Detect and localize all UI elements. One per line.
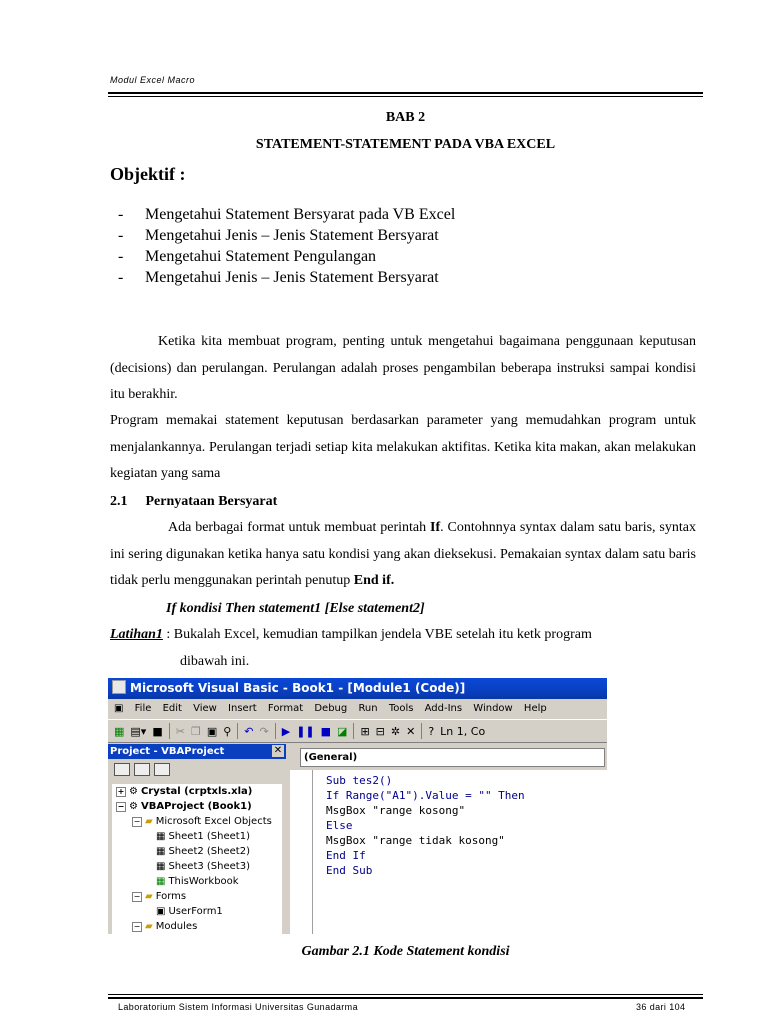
folder-icon: ▰	[145, 921, 153, 932]
code-line: End Sub	[326, 864, 373, 877]
project-explorer-tools	[108, 759, 286, 779]
insert-module-icon[interactable]: ▤▾	[130, 724, 147, 738]
collapse-icon[interactable]: −	[133, 891, 141, 901]
code-line: Else	[326, 819, 353, 832]
project-explorer-icon[interactable]: ⊞	[360, 724, 370, 738]
tree-node[interactable]: ▦ ThisWorkbook	[156, 876, 239, 887]
intro-paragraph-2: Program memakai statement keputusan berdasarkan parameter yang memudahkan program untuk menjalankannya. Perulangan terjadi setiap kita melakukan aktifitas. Ketika kita makan, akan melakukan kegiatan yang sama	[110, 413, 696, 481]
object-combo[interactable]: (General)	[300, 748, 605, 767]
syntax-line: If kondisi Then statement1 [Else statement2]	[166, 601, 425, 616]
code-line: Sub tes2()	[326, 774, 393, 787]
tree-node[interactable]: − ▰ Modules	[133, 921, 198, 932]
reset-icon[interactable]: ■	[320, 724, 332, 738]
header-rule	[108, 92, 703, 94]
toolbar-separator	[275, 723, 276, 739]
tree-node[interactable]: ▣ UserForm1	[156, 906, 223, 917]
userform-icon: ▣	[156, 906, 166, 917]
code-window-header	[290, 744, 607, 770]
section-paragraph: Ada berbagai format untuk membuat perintah If. Contohnnya syntax dalam satu baris, syntax ini sering digunakan ketika hanya satu kondisi yang akan dieksekusi. Pemakaian syntax dalam satu baris tidak perlu menggunakan perintah penutup End if.	[110, 520, 696, 588]
objective-item: - Mengetahui Jenis – Jenis Statement Bersyarat	[118, 269, 439, 286]
code-margin	[298, 770, 313, 934]
toolbox-icon[interactable]: ✕	[406, 724, 416, 738]
toggle-folders-icon[interactable]	[154, 763, 170, 776]
project-tree	[112, 784, 282, 934]
objectives-heading: Objektif :	[110, 164, 186, 184]
menu-insert[interactable]: Insert	[228, 703, 257, 714]
collapse-icon[interactable]: −	[133, 816, 141, 826]
expand-icon[interactable]: +	[117, 786, 125, 796]
objective-item: - Mengetahui Statement Pengulangan	[118, 248, 377, 265]
paste-icon[interactable]: ▣	[206, 724, 218, 738]
footer-rule-thin	[108, 994, 703, 995]
page-number: 36 dari 104	[636, 1002, 686, 1012]
project-icon: ⚙	[129, 801, 138, 812]
tree-node[interactable]: − ▰ Microsoft Excel Objects	[133, 816, 272, 827]
menu-debug[interactable]: Debug	[314, 703, 348, 714]
objective-item: - Mengetahui Statement Bersyarat pada VB Excel	[118, 206, 456, 223]
toolbar-separator	[237, 723, 238, 739]
sheet-icon: ▦	[156, 846, 166, 857]
close-icon[interactable]: ✕	[273, 745, 283, 756]
menu-format[interactable]: Format	[267, 703, 304, 714]
collapse-icon[interactable]: −	[117, 801, 125, 811]
properties-icon[interactable]: ⊟	[375, 724, 385, 738]
toolbar-separator	[421, 723, 422, 739]
code-line: MsgBox "range tidak kosong"	[326, 834, 505, 847]
vbe-menubar	[108, 699, 607, 720]
folder-icon: ▰	[145, 891, 153, 902]
toolbar-separator	[169, 723, 170, 739]
vbe-screenshot	[108, 678, 607, 934]
menu-add-ins[interactable]: Add-Ins	[424, 703, 463, 714]
sheet-icon: ▦	[156, 831, 166, 842]
section-heading: 2.1 Pernyataan Bersyarat	[110, 494, 278, 509]
figure-caption: Gambar 2.1 Kode Statement kondisi	[301, 944, 510, 959]
excel-icon[interactable]: ▦	[114, 724, 125, 738]
code-window[interactable]	[290, 744, 607, 934]
copy-icon[interactable]: ❐	[190, 724, 201, 738]
folder-icon: ▰	[145, 816, 153, 827]
vba-app-icon	[112, 680, 126, 694]
menu-window[interactable]: Window	[473, 703, 513, 714]
tree-node[interactable]: ▦ Sheet3 (Sheet3)	[156, 861, 250, 872]
undo-icon[interactable]: ↶	[244, 724, 254, 738]
collapse-icon[interactable]: −	[133, 921, 141, 931]
menu-run[interactable]: Run	[358, 703, 378, 714]
chapter-title: STATEMENT-STATEMENT PADA VBA EXCEL	[255, 137, 556, 152]
code-line: MsgBox "range kosong"	[326, 804, 466, 817]
vbe-toolbar	[108, 720, 607, 743]
objectives-list	[118, 204, 455, 288]
header-rule-thin	[108, 96, 703, 97]
menu-file[interactable]: File	[134, 703, 152, 714]
footer-rule	[108, 997, 703, 999]
help-icon[interactable]: ?	[428, 724, 435, 738]
menu-help[interactable]: Help	[523, 703, 547, 714]
tree-node[interactable]: − ⚙ VBAProject (Book1)	[117, 801, 252, 812]
object-browser-icon[interactable]: ✲	[390, 724, 401, 738]
vbe-titlebar: Microsoft Visual Basic - Book1 - [Module1 (Code)]	[108, 678, 607, 699]
vba-menu-icon: ▣	[114, 703, 124, 714]
latihan-line-2: dibawah ini.	[180, 654, 250, 669]
toolbar-separator	[353, 723, 354, 739]
latihan-line: Latihan1 : Bukalah Excel, kemudian tampilkan jendela VBE setelah itu ketk program	[110, 627, 592, 642]
menu-tools[interactable]: Tools	[388, 703, 414, 714]
design-mode-icon[interactable]: ◪	[337, 724, 348, 738]
menu-edit[interactable]: Edit	[162, 703, 182, 714]
tree-node[interactable]: ▦ Sheet1 (Sheet1)	[156, 831, 250, 842]
cut-icon[interactable]: ✂	[175, 724, 185, 738]
status-position: Ln 1, Co	[440, 724, 486, 738]
code-line: End If	[326, 849, 366, 862]
running-header: Modul Excel Macro	[110, 75, 196, 85]
view-code-icon[interactable]	[114, 763, 130, 776]
footer-left: Laboratorium Sistem Informasi Universitas Gunadarma	[118, 1002, 358, 1012]
workbook-icon: ▦	[156, 876, 166, 887]
project-explorer	[108, 744, 286, 934]
intro-paragraph-1: Ketika kita membuat program, penting untuk mengetahui bagaimana penggunaan keputusan (decisions) dan perulangan. Perulangan adalah proses pengambilan beberapa instruksi sampai kondisi itu berakhir.	[110, 334, 696, 402]
objective-item: - Mengetahui Jenis – Jenis Statement Bersyarat	[118, 227, 439, 244]
redo-icon[interactable]: ↷	[259, 724, 269, 738]
chapter-number: BAB 2	[385, 110, 426, 125]
project-explorer-title: Project - VBAProject ✕	[108, 744, 286, 759]
save-icon[interactable]: ■	[152, 724, 163, 738]
tree-node[interactable]: + ⚙ Crystal (crptxls.xla)	[117, 786, 253, 797]
tree-node[interactable]: − ▰ Forms	[133, 891, 187, 902]
code-line: If Range("A1").Value = "" Then	[326, 789, 525, 802]
run-icon[interactable]: ▶	[281, 724, 291, 738]
find-icon[interactable]: ⚲	[223, 724, 232, 738]
project-icon: ⚙	[129, 786, 138, 797]
menu-view[interactable]: View	[193, 703, 217, 714]
sheet-icon: ▦	[156, 861, 166, 872]
tree-node[interactable]: ▦ Sheet2 (Sheet2)	[156, 846, 250, 857]
break-icon[interactable]: ❚❚	[296, 724, 315, 738]
view-object-icon[interactable]	[134, 763, 150, 776]
